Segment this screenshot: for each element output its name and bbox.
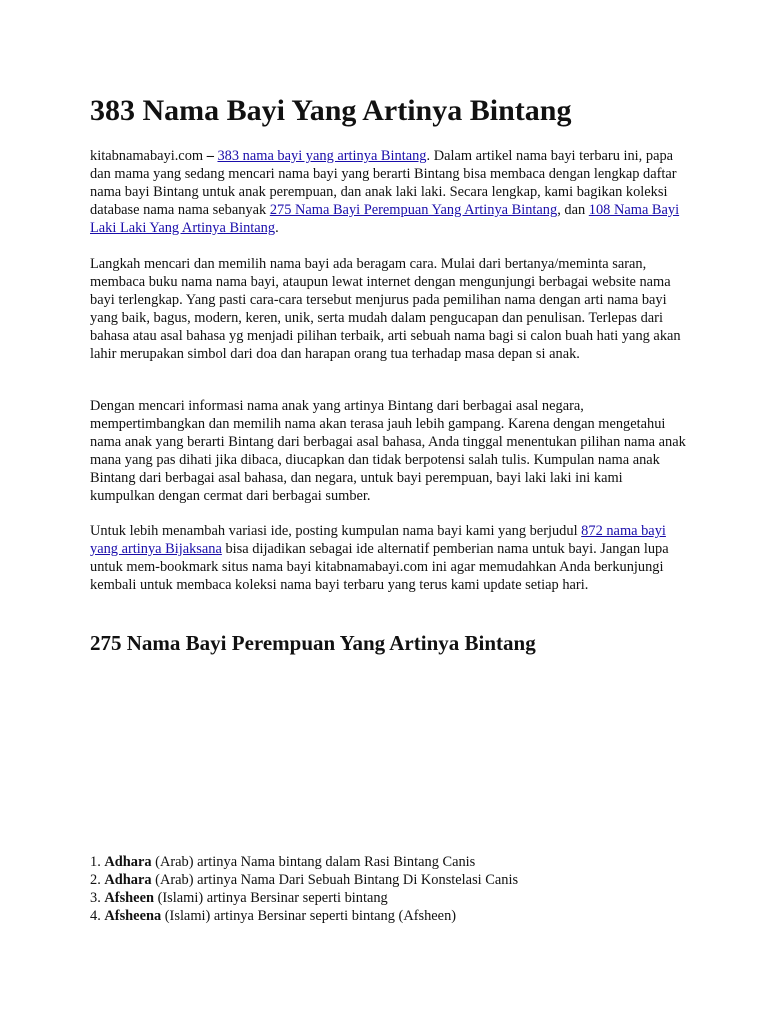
paragraph-variasi-ide [90, 523, 690, 595]
item-name: Adhara [104, 854, 152, 870]
variasi-text-rest: bisa dijadikan sebagai ide alternatif pemberian nama untuk bayi. Jangan lupa untuk mem-bookmark situs nama bayi kitabnamabayi.com ini agar memudahkan Anda berkunjungi kembali untuk membaca koleksi nama bayi terbaru yang terus kami update setiap hari. [90, 540, 669, 593]
item-desc: (Islami) artinya Bersinar seperti bintang (Afsheen) [161, 907, 457, 924]
item-number: 3. [90, 889, 105, 906]
list-item [90, 890, 690, 908]
link-872-nama-bijaksana[interactable]: 872 nama bayi yang artinya Bijaksana [90, 523, 666, 557]
name-list [90, 854, 690, 926]
intro-text: . Dalam artikel nama bayi terbaru ini, papa dan mama yang sedang mencari nama bayi yang berarti Bintang bisa membaca dengan lengkap daftar nama bayi Bintang untuk anak perempuan, dan anak laki laki. Secara lengkap, kami bagikan koleksi database nama nama sebanyak [90, 148, 677, 218]
link-275-nama-perempuan[interactable]: 275 Nama Bayi Perempuan Yang Artinya Bintang [269, 201, 558, 218]
link-383-nama-bintang[interactable]: 383 nama bayi yang artinya Bintang [217, 148, 427, 164]
section-title: 275 Nama Bayi Perempuan Yang Artinya Bintang [90, 631, 536, 655]
item-desc: (Islami) artinya Bersinar seperti bintang [153, 889, 388, 906]
list-item [90, 854, 690, 872]
site-name: kitabnamabayi.com [90, 148, 204, 164]
item-name: Adhara [104, 871, 152, 888]
intro-text-end: . [275, 219, 279, 236]
item-number: 1. [90, 854, 105, 870]
intro-paragraph [90, 148, 690, 238]
item-number: 4. [90, 907, 105, 924]
item-name: Afsheen [104, 889, 154, 906]
link-108-nama-laki-laki[interactable]: 108 Nama Bayi Laki Laki Yang Artinya Bintang [90, 201, 680, 236]
paragraph-dengan-mencari: Dengan mencari informasi nama anak yang artinya Bintang dari berbagai asal negara, mempertimbangkan dan memilih nama akan terasa jauh lebih gampang. Karena dengan mengetahui nama anak yang berarti Bintang dari berbagai asal bahasa, Anda tinggal menentukan pilihan nama anak mana yang pas dihati jika dibaca, diucapkan dan tidak berpotensi salah tulis. Kumpulan nama anak Bintang dari berbagai asal bahasa, dan negara, untuk bayi perempuan, bayi laki laki ini kami kumpulkan dengan cermat dari berbagai sumber. [90, 398, 686, 504]
intro-text-and: , dan [557, 201, 589, 218]
dash-separator: – [203, 148, 218, 164]
list-item [90, 872, 690, 890]
item-desc: (Arab) artinya Nama bintang dalam Rasi Bintang Canis [151, 854, 476, 870]
list-item [90, 908, 690, 926]
paragraph-langkah: Langkah mencari dan memilih nama bayi ada beragam cara. Mulai dari bertanya/meminta saran, membaca buku nama nama bayi, ataupun lewat internet dengan mengunjungi berbagai website nama bayi terlengkap. Yang pasti cara-cara tersebut menjurus pada pemilihan nama dengan arti nama bayi yang baik, bagus, modern, keren, unik, serta mudah dalam pengucapan dan penulisan. Terlepas dari bahasa atau asal bahasa yg menjadi pilihan terbaik, arti sebuah nama bagi si calon buah hati yang akan lahir merupakan simbol dari doa dan harapan orang tua terhadap masa depan si anak. [90, 256, 681, 362]
item-desc: (Arab) artinya Nama Dari Sebuah Bintang Di Konstelasi Canis [151, 871, 519, 888]
page-title: 383 Nama Bayi Yang Artinya Bintang [90, 94, 572, 127]
item-number: 2. [90, 871, 105, 888]
item-name: Afsheena [104, 907, 162, 924]
variasi-text: Untuk lebih menambah variasi ide, posting kumpulan nama bayi kami yang berjudul [90, 523, 582, 539]
